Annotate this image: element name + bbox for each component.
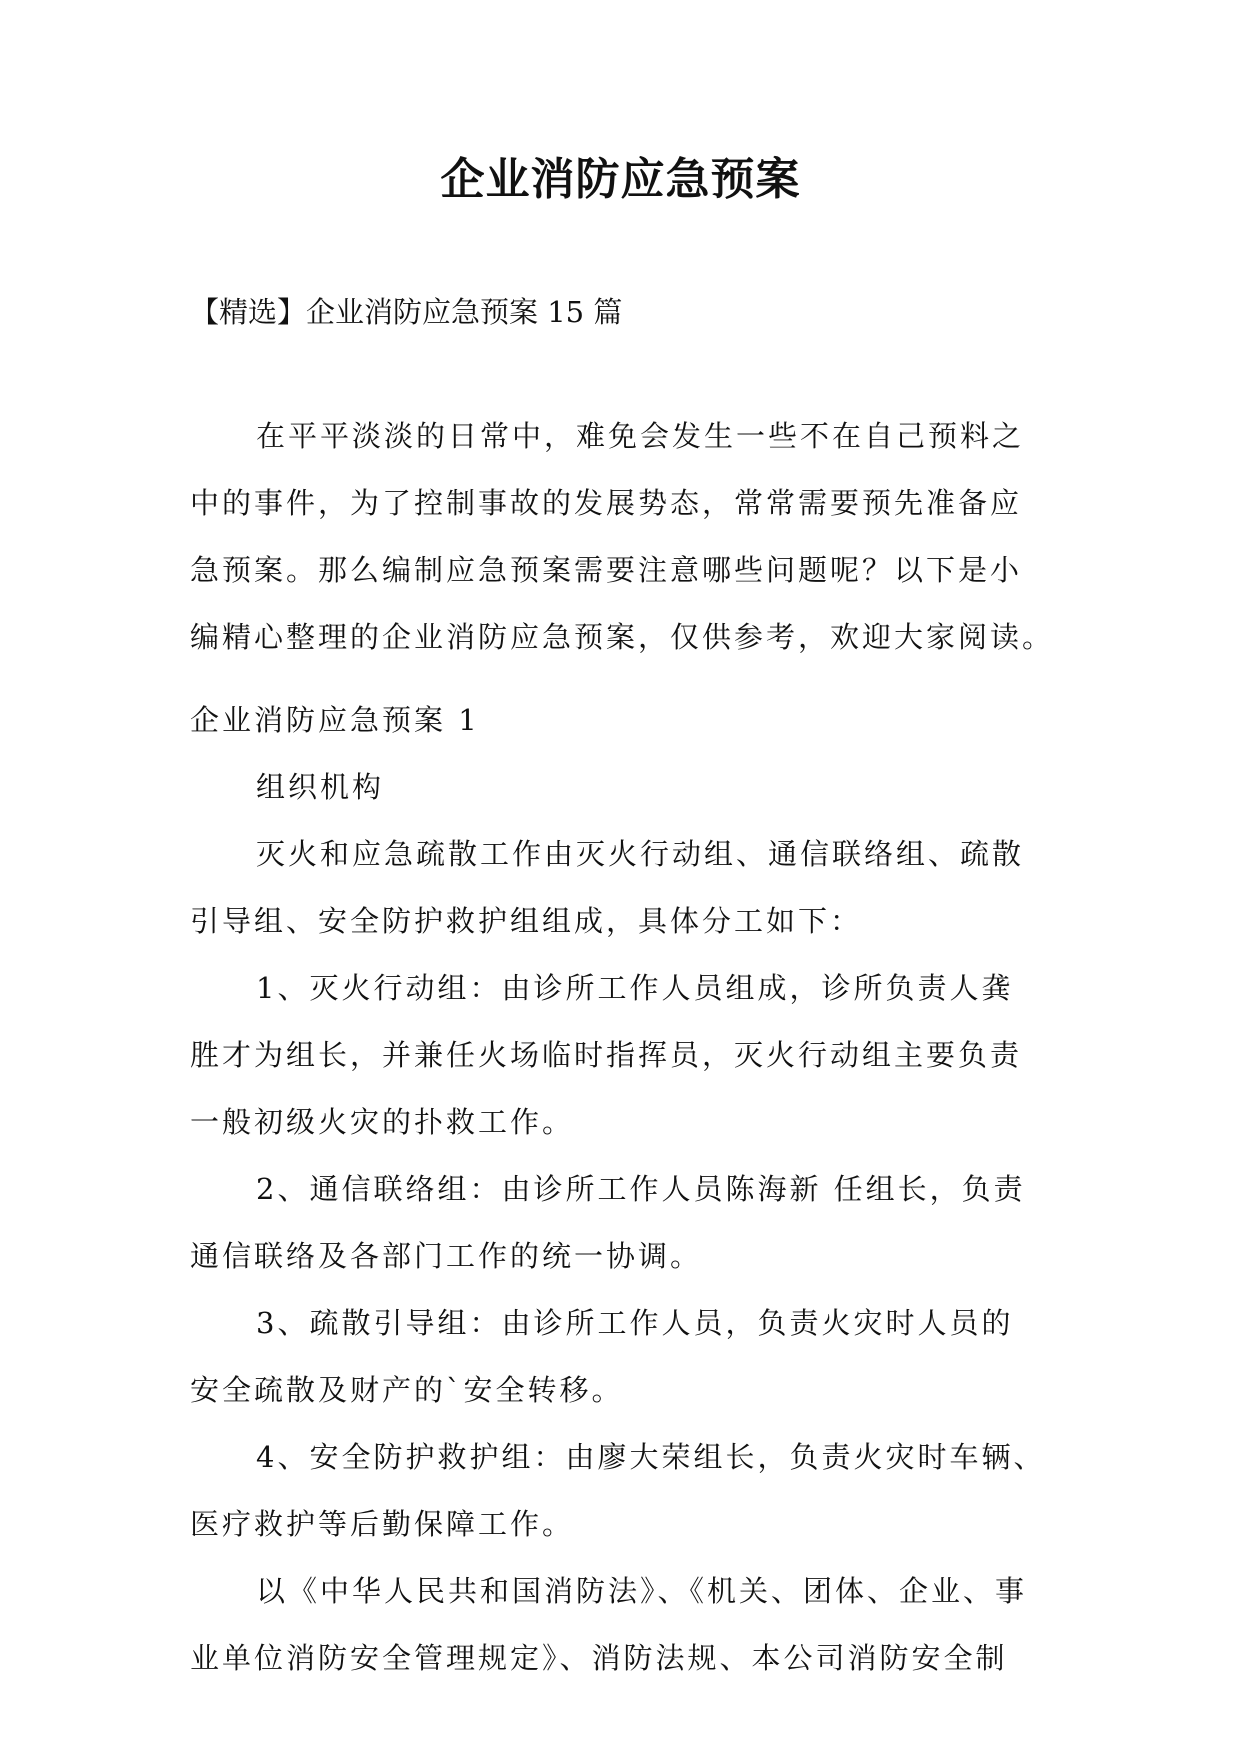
section-line: 组织机构: [256, 770, 385, 804]
section-line: 一般初级火灾的扑救工作。: [190, 1105, 575, 1139]
section-line: 1、灭火行动组：由诊所工作人员组成，诊所负责人龚: [256, 971, 1014, 1005]
section-heading: 企业消防应急预案 1: [190, 703, 480, 737]
section-line: 通信联络及各部门工作的统一协调。: [190, 1239, 703, 1273]
section-line: 医疗救护等后勤保障工作。: [190, 1507, 575, 1541]
section-line: 4、安全防护救护组：由廖大荣组长，负责火灾时车辆、: [256, 1440, 1046, 1474]
section-line: 安全疏散及财产的`安全转移。: [190, 1373, 624, 1407]
section-line: 业单位消防安全管理规定》、消防法规、本公司消防安全制: [190, 1641, 1008, 1675]
intro-line: 在平平淡淡的日常中，难免会发生一些不在自己预料之: [256, 419, 1025, 453]
section-line: 以《中华人民共和国消防法》、《机关、团体、企业、事: [256, 1574, 1028, 1608]
document-subtitle: 【精选】企业消防应急预案 15 篇: [190, 295, 623, 329]
section-1: [190, 687, 1060, 1692]
section-line: 引导组、安全防护救护组组成，具体分工如下：: [190, 904, 863, 938]
intro-line: 编精心整理的企业消防应急预案，仅供参考，欢迎大家阅读。: [190, 620, 1055, 654]
section-line: 2、通信联络组：由诊所工作人员陈海新 任组长，负责: [256, 1172, 1026, 1206]
intro-line: 中的事件，为了控制事故的发展势态，常常需要预先准备应: [190, 486, 1023, 520]
section-line: 3、疏散引导组：由诊所工作人员，负责火灾时人员的: [256, 1306, 1014, 1340]
intro-paragraph: [190, 403, 1060, 671]
section-line: 灭火和应急疏散工作由灭火行动组、通信联络组、疏散: [256, 837, 1025, 871]
document-title: 企业消防应急预案: [440, 154, 801, 205]
section-line: 胜才为组长，并兼任火场临时指挥员，灭火行动组主要负责: [190, 1038, 1023, 1072]
intro-line: 急预案。那么编制应急预案需要注意哪些问题呢？以下是小: [190, 553, 1023, 587]
